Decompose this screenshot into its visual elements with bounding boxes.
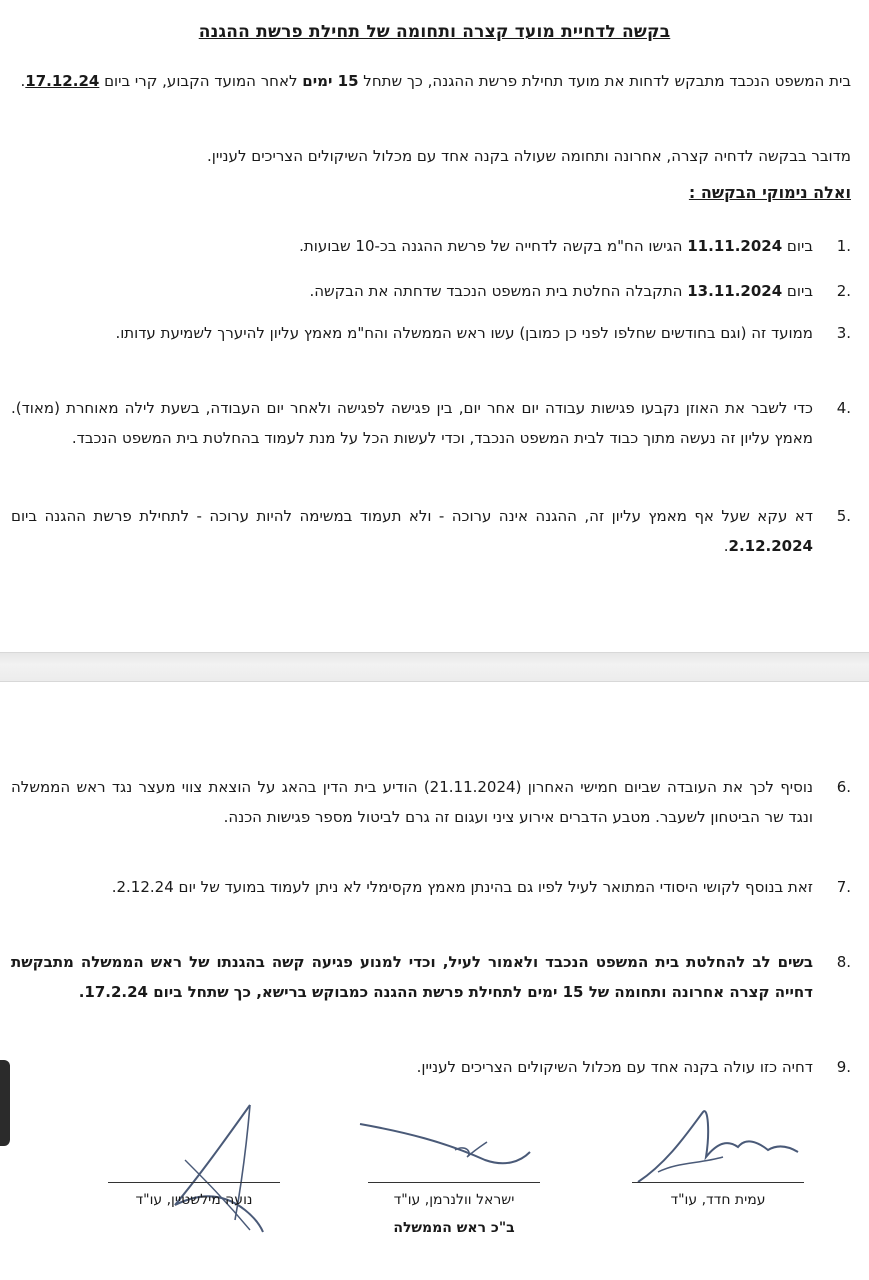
intro-date: 17.12.24	[25, 72, 100, 90]
signature-scribble-right	[628, 1102, 808, 1192]
item-date: 13.11.2024	[687, 282, 783, 300]
item-number: 9.	[836, 1058, 851, 1076]
item-text: .	[723, 537, 729, 555]
signers-title: ב"כ ראש הממשלה	[393, 1220, 515, 1236]
item-number: 4.	[836, 399, 851, 417]
item-text: הגישו הח"מ בקשה לדחייה של פרשת ההגנה בכ-10 שבועות.	[299, 237, 688, 255]
item-number: 6.	[836, 778, 851, 796]
list-item	[11, 231, 851, 261]
intro-paragraph-2: מדובר בבקשה לדחיה קצרה, אחרונה ותחומה שעולה בקנה אחד עם מכלול השיקולים הצריכים לעניין.	[206, 147, 851, 165]
intro-paragraph: בית המשפט הנכבד מתבקש לדחות את מועד תחילת פרשת ההגנה, כך שתחל 15 ימים לאחר המועד הקבוע, קרי ביום 17.12.24.	[20, 72, 851, 90]
signature-block	[0, 1112, 869, 1280]
list-item	[11, 393, 851, 453]
list-item	[11, 276, 851, 306]
item-date: 11.11.2024	[687, 237, 783, 255]
item-number: 7.	[836, 878, 851, 896]
item-number: 8.	[836, 953, 851, 971]
signer-name-left: נועה מילשטיין, עו"ד	[135, 1192, 253, 1208]
item-text: בשים לב להחלטת בית המשפט הנכבד ולאמור לעיל, וכדי למנוע פגיעה קשה בהגנתו של ראש הממשלה מתבקשת דחייה קצרה אחרונה ותחומה של 15 ימים לתחילת פרשת ההגנה כמבוקש ברישא, כך שתחל ביום 17.2.24.	[11, 953, 813, 1001]
item-number: 3.	[836, 324, 851, 342]
reasons-heading: ואלה נימוקי הבקשה :	[688, 183, 851, 202]
intro-text-2: לאחר המועד הקבוע, קרי ביום	[99, 72, 303, 90]
signature-scribble-center	[355, 1112, 545, 1192]
signer-name-center: ישראל וולנרמן, עו"ד	[393, 1192, 515, 1208]
list-item	[11, 872, 851, 902]
item-number: 1.	[836, 237, 851, 255]
intro-text-1: בית המשפט הנכבד מתבקש לדחות את מועד תחילת פרשת ההגנה, כך שתחל	[358, 72, 851, 90]
signature-line-center	[368, 1182, 540, 1183]
item-text: נוסיף לכך את העובדה שביום חמישי האחרון (21.11.2024) הודיע בית הדין בהאג על הוצאת צווי מעצר נגד ראש הממשלה ונגד שר הביטחון לשעבר. מטבע הדברים אירוע ציני ועגום זה גרם לביטול מספר פגישות הכנה.	[11, 778, 813, 826]
signer-name-right: עמית חדד, עו"ד	[670, 1192, 766, 1208]
signature-scribble-left	[165, 1100, 275, 1240]
page-separator	[0, 652, 869, 682]
item-text: ממועד זה (וגם בחודשים שחלפו לפני כן כמובן) עשו ראש הממשלה והח"מ מאמץ עליון להיערך לשמיעת עדותו.	[115, 324, 813, 342]
item-text: כדי לשבר את האוזן נקבעו פגישות עבודה יום אחר יום, בין פגישה לפגישה ולאחר יום העבודה, בשעת לילה מאוחרת (מאוד). מאמץ עליון זה נעשה מתוך כבוד לבית המשפט הנכבד, וכדי לעשות הכל על מנת לעמוד בהחלטת בית המשפט הנכבד.	[11, 399, 813, 447]
document-title: בקשה לדחיית מועד קצרה ותחומה של תחילת פרשת ההגנה	[198, 22, 671, 42]
item-text: ביום	[782, 237, 813, 255]
screen-edge-handle	[0, 1060, 10, 1146]
document-page-2	[0, 682, 869, 1280]
item-text: דחיה כזו עולה בקנה אחד עם מכלול השיקולים הצריכים לעניין.	[416, 1058, 813, 1076]
item-text: התקבלה החלטת בית המשפט הנכבד שדחתה את הבקשה.	[309, 282, 688, 300]
signature-line-right	[632, 1182, 804, 1183]
list-item	[11, 772, 851, 832]
item-number: 2.	[836, 282, 851, 300]
item-date: 2.12.2024	[728, 537, 813, 555]
list-item	[11, 501, 851, 561]
item-text: זאת בנוסף לקושי היסודי המתואר לעיל לפיו גם בהינתן מאמץ מקסימלי לא ניתן לעמוד במועד של יום 2.12.24.	[111, 878, 813, 896]
item-text: ביום	[782, 282, 813, 300]
item-number: 5.	[836, 507, 851, 525]
list-item	[11, 947, 851, 1007]
signature-line-left	[108, 1182, 280, 1183]
item-text: דא עקא שעל אף מאמץ עליון זה, ההגנה אינה ערוכה - ולא תעמוד במשימה להיות ערוכה - לתחילת פרשת ההגנה ביום	[11, 507, 813, 525]
intro-days: 15 ימים	[302, 72, 359, 90]
list-item	[11, 318, 851, 348]
list-item	[11, 1052, 851, 1082]
